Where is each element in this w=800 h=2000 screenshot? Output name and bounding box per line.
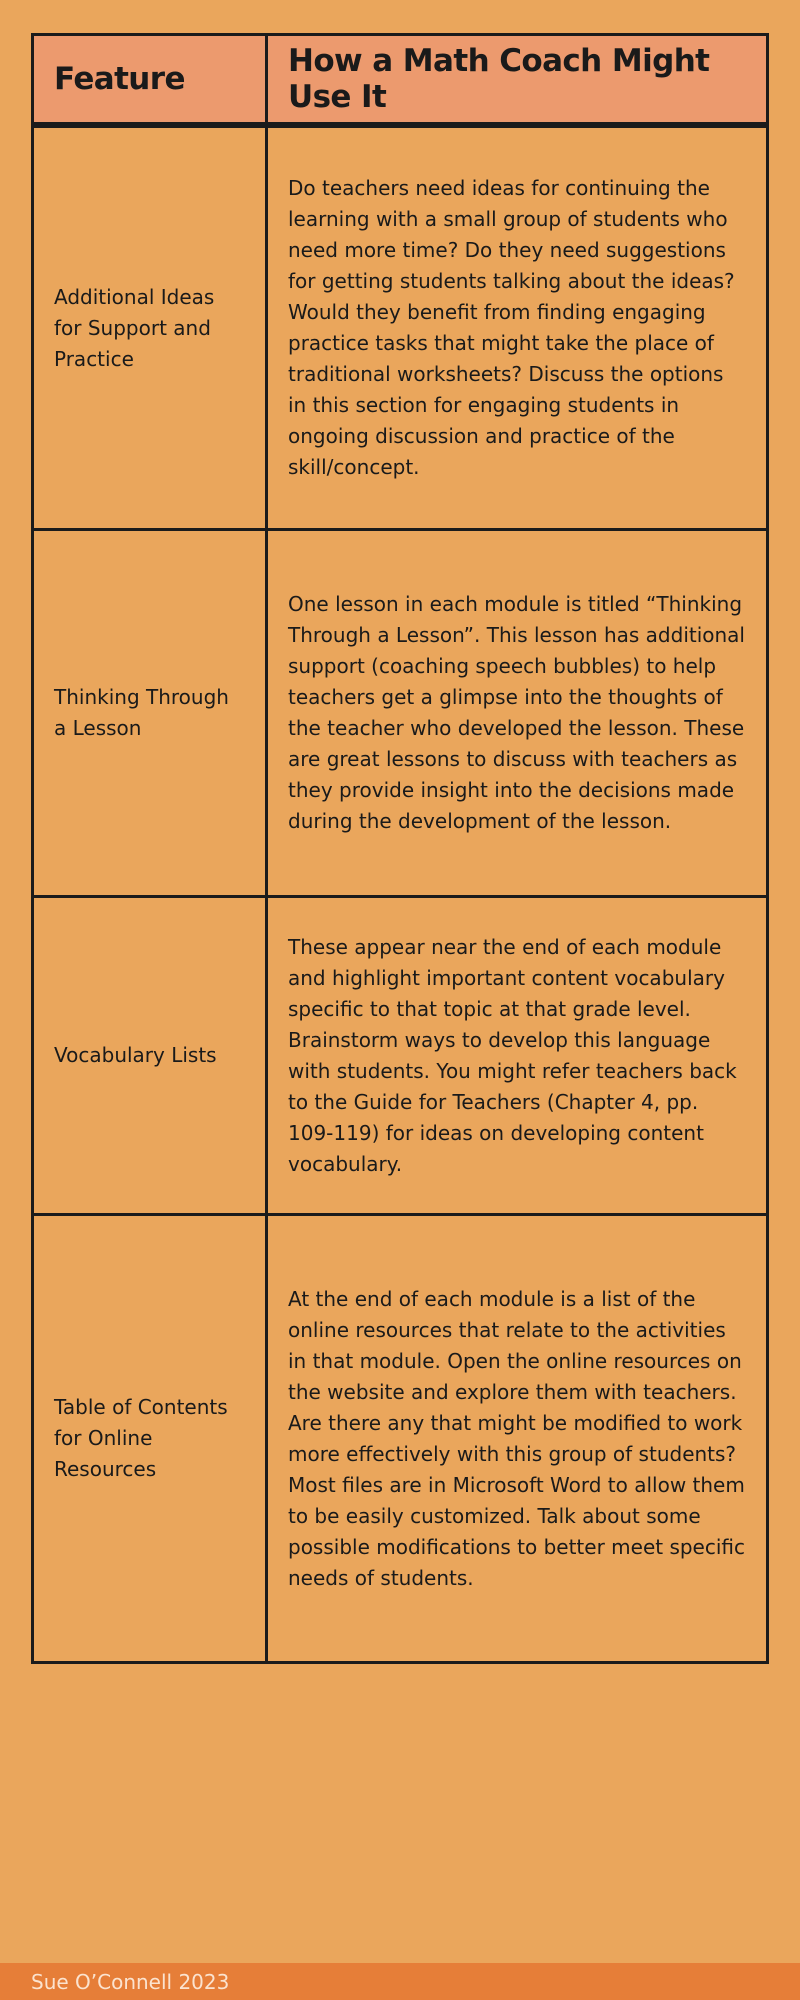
feature-cell: Table of Contents for Online Resources bbox=[34, 1216, 268, 1661]
header-usage: How a Math Coach Might Use It bbox=[288, 43, 710, 115]
feature-cell: Additional Ideas for Support and Practice bbox=[34, 128, 268, 528]
footer-credit: Sue O’Connell 2023 bbox=[31, 1969, 230, 1994]
table-row bbox=[34, 125, 766, 528]
feature-cell: Thinking Through a Lesson bbox=[34, 531, 268, 895]
table-row bbox=[34, 1213, 766, 1661]
feature-table bbox=[31, 33, 769, 1664]
table-row bbox=[34, 895, 766, 1213]
description-cell: Do teachers need ideas for continuing the learning with a small group of students who need more time? Do they need suggestions for getting students talking about the ideas? Would they benefit from finding engaging practice tasks that might take the place of traditional worksheets? Discuss the options in this section for engaging students in ongoing discussion and practice of the skill/concept. bbox=[288, 176, 735, 479]
header-feature: Feature bbox=[34, 36, 268, 122]
table-header bbox=[31, 33, 769, 125]
description-cell: These appear near the end of each module and highlight important content vocabulary specific to that topic at that grade level. Brainstorm ways to develop this language with students. You might refer teachers back to the Guide for Teachers (Chapter 4, pp. 109-119) for ideas on developing content vocabulary. bbox=[288, 934, 737, 1176]
description-cell: At the end of each module is a list of the online resources that relate to the activities in that module. Open the online resources on the website and explore them with teachers. Are there any that might be modified to work more effectively with this group of students? Most files are in Microsoft Word to allow them to be easily customized. Talk about some possible modifications to better meet specific needs of students. bbox=[288, 1286, 746, 1590]
feature-cell: Vocabulary Lists bbox=[34, 898, 268, 1213]
footer-bar bbox=[0, 1963, 800, 2000]
table-body bbox=[31, 125, 769, 1664]
table-row bbox=[34, 528, 766, 895]
description-cell: One lesson in each module is titled “Thinking Through a Lesson”. This lesson has additional support (coaching speech bubbles) to help teachers get a glimpse into the thoughts of the teacher who developed the lesson. These are great lessons to discuss with teachers as they provide insight into the decisions made during the development of the lesson. bbox=[288, 592, 745, 833]
